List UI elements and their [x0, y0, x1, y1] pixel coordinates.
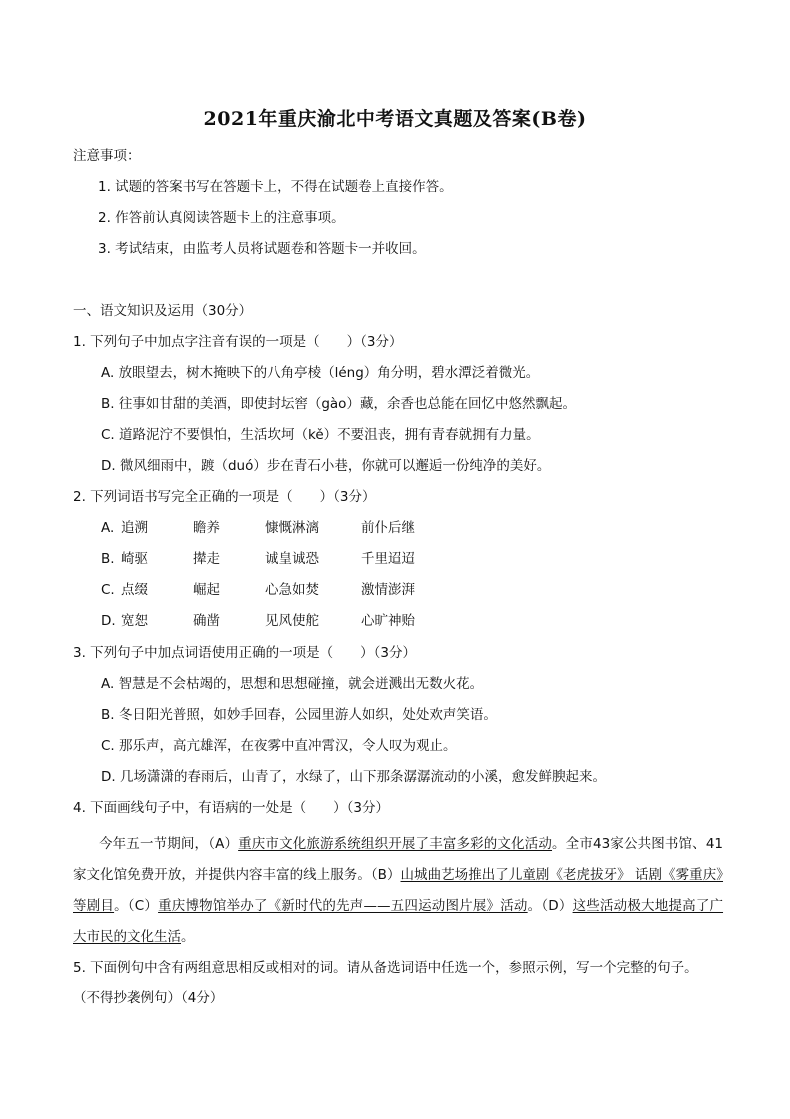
- word: 前仆后继: [361, 520, 415, 536]
- question-2-row-c: [101, 580, 451, 600]
- option-letter: B.: [101, 551, 115, 567]
- word: 追溯: [121, 520, 148, 536]
- question-1-option-c: C. 道路泥泞不要惧怕，生活坎坷（kě）不要沮丧，拥有青春就拥有力量。: [101, 427, 540, 443]
- word: 激情澎湃: [361, 582, 415, 598]
- word: 心旷神贻: [361, 613, 415, 629]
- question-2-row-b: [101, 549, 451, 569]
- notice-heading: 注意事项：: [73, 148, 141, 164]
- word: 瞻养: [193, 520, 220, 536]
- label-b: （B）: [370, 867, 401, 883]
- word: 宽恕: [121, 613, 148, 629]
- word: 撵走: [193, 551, 220, 567]
- word: 崛起: [193, 582, 220, 598]
- question-4-stem: 4. 下面画线句子中，有语病的一处是（ ）（3分）: [73, 800, 390, 816]
- passage-text: 。: [181, 929, 195, 945]
- option-letter: D.: [101, 613, 116, 629]
- underlined-sentence-d: 这些活动极大地提高了广大市民的文化生活: [73, 898, 724, 945]
- question-3-option-a: A. 智慧是不会枯竭的，思想和思想碰撞，就会迸溅出无数火花。: [101, 676, 484, 692]
- passage-text: 。: [527, 898, 542, 914]
- question-4-passage: [73, 829, 723, 953]
- label-a: （A）: [208, 836, 239, 852]
- question-3-option-d: D. 几场潇潇的春雨后，山青了，水绿了，山下那条潺潺流动的小溪，愈发鲜腴起来。: [101, 769, 606, 785]
- word: 崎驱: [121, 551, 148, 567]
- question-1-stem: 1. 下列句子中加点字注音有误的一项是（ ）（3分）: [73, 334, 403, 350]
- word: 诚皇诚恐: [265, 551, 319, 567]
- question-3-option-c: C. 那乐声，高亢雄浑，在夜雾中直冲霄汉，令人叹为观止。: [101, 738, 457, 754]
- word: 慷慨淋漓: [265, 520, 319, 536]
- word: 心急如焚: [265, 582, 319, 598]
- notice-item: 1. 试题的答案书写在答题卡上，不得在试题卷上直接作答。: [98, 179, 453, 195]
- passage-text: 今年五一节期间，: [99, 836, 209, 852]
- word: 点缀: [121, 582, 148, 598]
- word: 确凿: [193, 613, 220, 629]
- passage-text: 。: [114, 898, 128, 914]
- section-heading: 一、语文知识及运用（30分）: [73, 303, 253, 319]
- option-letter: A.: [101, 520, 115, 536]
- question-3-option-b: B. 冬日阳光普照，如妙手回春，公园里游人如织，处处欢声笑语。: [101, 707, 497, 723]
- underlined-sentence-b: 山城曲艺场推出了儿童剧《老虎拔牙》 话剧《雾重庆》等剧目: [73, 867, 724, 914]
- page-title: 2021年重庆渝北中考语文真题及答案(B卷): [203, 108, 587, 130]
- underlined-sentence-c: 重庆博物馆举办了《新时代的先声——五四运动图片展》活动: [158, 898, 528, 914]
- question-2-stem: 2. 下列词语书写完全正确的一项是（ ）（3分）: [73, 489, 376, 505]
- notice-item: 2. 作答前认真阅读答题卡上的注意事项。: [98, 210, 345, 226]
- passage-text: 。全市43家公共图书馆、41家文化馆免费开放，并提供内容丰富的线上服务。: [73, 836, 724, 883]
- question-1-option-b: B. 往事如甘甜的美酒，即使封坛窖（gào）藏，余香也总能在回忆中悠然飘起。: [101, 396, 576, 412]
- label-c: （C）: [127, 898, 159, 914]
- question-1-option-d: D. 微风细雨中，踱（duó）步在青石小巷，你就可以邂逅一份纯净的美好。: [101, 458, 551, 474]
- underlined-sentence-a: 重庆市文化旅游系统组织开展了丰富多彩的文化活动: [238, 836, 553, 852]
- question-5-stem-cont: （不得抄袭例句）（4分）: [73, 990, 224, 1006]
- label-d: （D）: [541, 898, 573, 914]
- question-2-row-d: [101, 611, 451, 631]
- question-1-option-a: A. 放眼望去，树木掩映下的八角亭棱（léng）角分明，碧水潭泛着微光。: [101, 365, 540, 381]
- word: 千里迢迢: [361, 551, 415, 567]
- option-letter: C.: [101, 582, 115, 598]
- question-3-stem: 3. 下列句子中加点词语使用正确的一项是（ ）（3分）: [73, 645, 417, 661]
- question-2-row-a: [101, 518, 451, 538]
- notice-item: 3. 考试结束，由监考人员将试题卷和答题卡一并收回。: [98, 241, 426, 257]
- question-5-stem: 5. 下面例句中含有两组意思相反或相对的词。请从备选词语中任选一个，参照示例，写一个完整的句子。: [73, 960, 698, 976]
- word: 见风使舵: [265, 613, 319, 629]
